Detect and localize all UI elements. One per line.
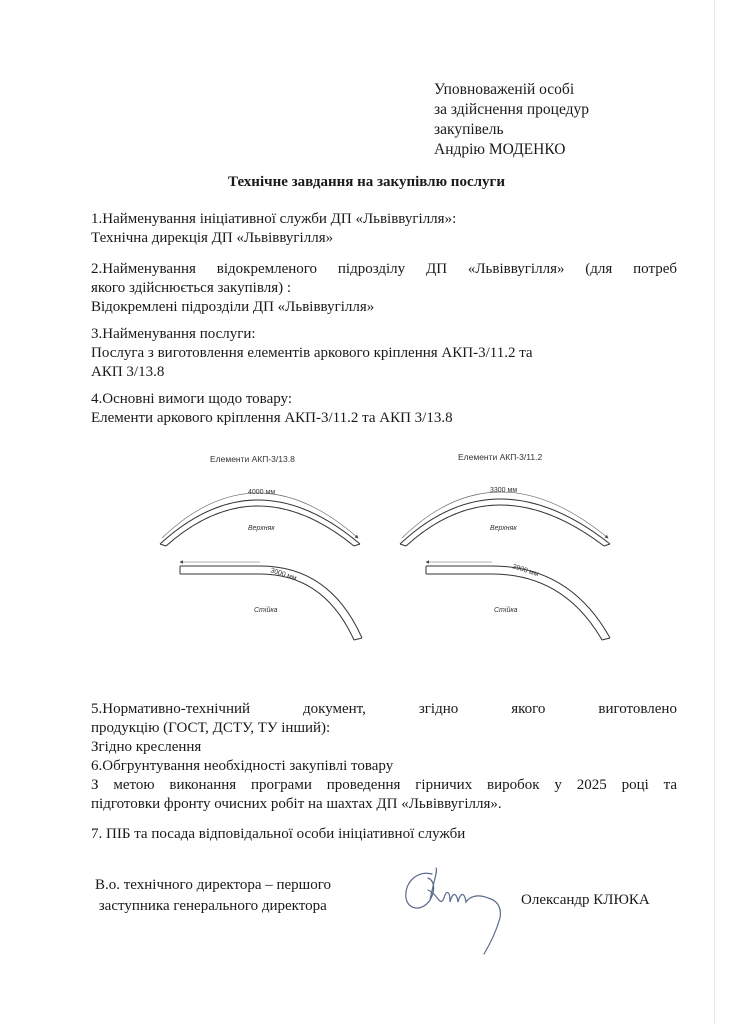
left-top-label: Верхняк [248, 525, 275, 532]
addressee-line-4: Андрію МОДЕНКО [434, 141, 566, 158]
signatory-position-line-2: заступника генерального директора [95, 898, 327, 914]
section-5-heading-line-1 [91, 700, 677, 719]
right-bottom-post [426, 562, 610, 640]
section-4-value: Елементи аркового кріплення АКП-3/11.2 та АКП 3/13.8 [91, 410, 453, 426]
section-5-word: згідно [418, 701, 459, 717]
arch-elements-drawing [140, 446, 620, 646]
section-7-heading: 7. ПІБ та посада відповідальної особи ініціативної служби [91, 826, 466, 842]
right-figure-title: Елементи АКП-3/11.2 [458, 452, 543, 462]
section-2-heading-line-1: 2.Найменування відокремленого підрозділу ДП «Львіввугілля» (для потреб [91, 261, 677, 277]
section-5-word: виготовлено [598, 701, 677, 717]
section-2-heading-line-2: якого здійснюється закупівля) : [91, 280, 292, 296]
section-4 [91, 390, 677, 428]
left-top-arch [160, 493, 360, 546]
right-top-arch [400, 492, 610, 546]
section-1-heading: 1.Найменування ініціативної служби ДП «Львіввугілля»: [91, 211, 457, 227]
section-6-value-line-2: підготовки фронту очисних робіт на шахтах ДП «Львіввугілля». [91, 796, 502, 812]
right-bottom-length: 2900 мм [511, 563, 540, 579]
section-6-value-line-1: З метою виконання програми проведення гірничих виробок у 2025 році та [91, 777, 677, 793]
section-6 [91, 757, 677, 814]
right-top-length: 3300 мм [490, 487, 518, 494]
signatory-name: Олександр КЛЮКА [521, 892, 650, 908]
left-bottom-label: Стійка [254, 607, 278, 614]
left-bottom-length: 3000 мм [269, 567, 298, 583]
section-1-value: Технічна дирекція ДП «Львіввугілля» [91, 230, 334, 246]
section-3 [91, 325, 677, 382]
section-3-heading: 3.Найменування послуги: [91, 326, 256, 342]
addressee-line-3: закупівель [434, 121, 504, 138]
section-5-value: Згідно креслення [91, 739, 202, 755]
document-title: Технічне завдання на закупівлю послуги [228, 174, 505, 190]
section-2 [91, 260, 677, 317]
section-1 [91, 210, 677, 248]
section-5-word: документ, [303, 701, 366, 717]
section-5-word: 5.Нормативно-технічний [91, 701, 251, 717]
handwritten-signature [388, 860, 518, 960]
section-5-heading-line-2: продукцію (ГОСТ, ДСТУ, ТУ інший): [91, 720, 331, 736]
left-top-length: 4000 мм [248, 489, 276, 496]
signatory-position [95, 875, 331, 917]
section-3-value-line-2: АКП 3/13.8 [91, 364, 165, 380]
section-6-heading: 6.Обгрунтування необхідності закупівлі товару [91, 758, 394, 774]
addressee-line-2: за здійснення процедур [434, 101, 590, 118]
section-7 [91, 825, 677, 844]
section-5-word: якого [511, 701, 546, 717]
section-4-heading: 4.Основні вимоги щодо товару: [91, 391, 292, 407]
right-bottom-label: Стійка [494, 607, 518, 614]
section-3-value-line-1: Послуга з виготовлення елементів аркового кріплення АКП-3/11.2 та [91, 345, 533, 361]
section-5 [91, 700, 677, 757]
addressee-block [434, 80, 589, 160]
scan-edge-line [714, 0, 715, 1024]
left-figure-title: Елементи АКП-3/13.8 [210, 454, 295, 464]
right-top-label: Верхняк [490, 525, 517, 532]
section-2-value: Відокремлені підрозділи ДП «Львіввугілля» [91, 299, 375, 315]
signatory-position-line-1: В.о. технічного директора – першого [95, 877, 332, 893]
addressee-line-1: Уповноваженій особі [434, 81, 575, 98]
